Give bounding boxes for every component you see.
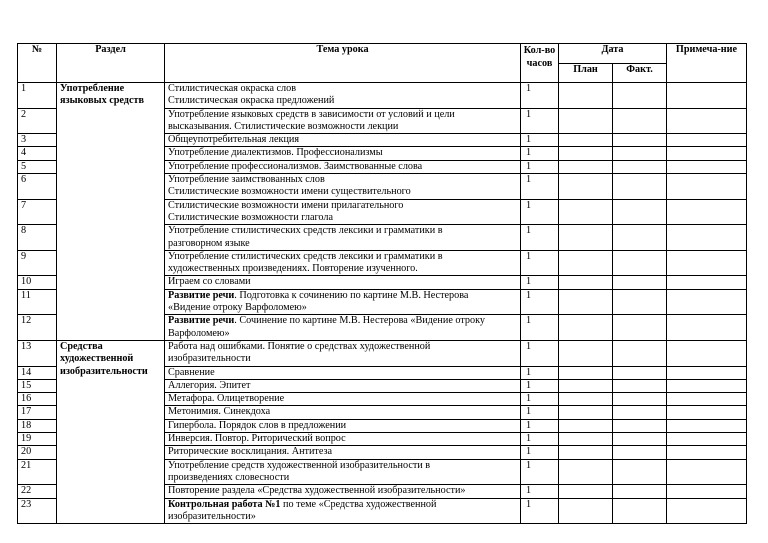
topic-line-1: Метафора. Олицетворение xyxy=(168,393,285,405)
note-cell xyxy=(667,379,747,392)
plan-date-cell xyxy=(559,289,613,315)
topic-line-1: Употребление диалектизмов. Профессионализмы xyxy=(168,147,383,159)
topic-line-1: Общеупотребительная лекция xyxy=(168,134,300,146)
plan-date-cell xyxy=(559,340,613,366)
topic-line-1: Употребление языковых средств в зависимости от условий и цели xyxy=(168,108,455,120)
topic-line-1: Употребление профессионализмов. Заимствованные слова xyxy=(168,160,423,172)
lesson-topic xyxy=(165,83,521,109)
note-cell xyxy=(667,433,747,446)
plan-date-cell xyxy=(559,406,613,419)
note-cell xyxy=(667,250,747,276)
topic-line-2: изобразительности xyxy=(168,353,251,365)
fact-date-cell xyxy=(613,485,667,498)
topic-line-1: . Сочинение по картине М.В. Нестерова «Видение отроку xyxy=(234,315,486,327)
note-cell xyxy=(667,459,747,485)
plan-date-cell xyxy=(559,160,613,173)
topic-line-2: изобразительности» xyxy=(168,510,256,522)
plan-date-cell xyxy=(559,134,613,147)
topic-line-1: Употребление средств художественной изобразительности в xyxy=(168,459,431,471)
fact-date-cell xyxy=(613,406,667,419)
topic-line-2: Стилистические возможности имени существительного xyxy=(168,186,411,198)
hours-cell: 1 xyxy=(521,393,559,406)
plan-date-cell xyxy=(559,446,613,459)
lesson-topic xyxy=(165,174,521,200)
hours-cell: 1 xyxy=(521,289,559,315)
lesson-topic xyxy=(165,134,521,147)
fact-date-cell xyxy=(613,225,667,251)
row-number: 8 xyxy=(18,225,57,251)
lesson-topic xyxy=(165,225,521,251)
lesson-topic xyxy=(165,160,521,173)
lesson-topic xyxy=(165,446,521,459)
row-number: 5 xyxy=(18,160,57,173)
note-cell xyxy=(667,393,747,406)
note-cell xyxy=(667,174,747,200)
header-num: № xyxy=(18,44,57,83)
table-row xyxy=(18,340,747,366)
row-number: 12 xyxy=(18,315,57,341)
plan-date-cell xyxy=(559,199,613,225)
note-cell xyxy=(667,160,747,173)
hours-cell: 1 xyxy=(521,406,559,419)
fact-date-cell xyxy=(613,379,667,392)
note-cell xyxy=(667,134,747,147)
plan-date-cell xyxy=(559,108,613,134)
hours-cell: 1 xyxy=(521,250,559,276)
row-number: 21 xyxy=(18,459,57,485)
hours-cell: 1 xyxy=(521,366,559,379)
hours-cell: 1 xyxy=(521,174,559,200)
row-number: 15 xyxy=(18,379,57,392)
topic-line-2: художественных произведениях. Повторение изученного. xyxy=(168,263,418,275)
topic-line-2: Варфоломею» xyxy=(168,327,230,339)
row-number: 16 xyxy=(18,393,57,406)
note-cell xyxy=(667,446,747,459)
note-cell xyxy=(667,108,747,134)
hours-cell: 1 xyxy=(521,160,559,173)
hours-cell: 1 xyxy=(521,433,559,446)
hours-cell: 1 xyxy=(521,446,559,459)
hours-cell: 1 xyxy=(521,199,559,225)
topic-line-1: Употребление стилистических средств лексики и грамматики в xyxy=(168,225,443,237)
row-number: 18 xyxy=(18,419,57,432)
fact-date-cell xyxy=(613,366,667,379)
table-row xyxy=(18,83,747,109)
topic-line-2: Стилистическая окраска предложений xyxy=(168,95,335,107)
lesson-topic xyxy=(165,379,521,392)
plan-date-cell xyxy=(559,315,613,341)
fact-date-cell xyxy=(613,83,667,109)
hours-cell: 1 xyxy=(521,315,559,341)
plan-date-cell xyxy=(559,225,613,251)
note-cell xyxy=(667,366,747,379)
topic-line-1: Играем со словами xyxy=(168,276,251,288)
hours-cell: 1 xyxy=(521,134,559,147)
fact-date-cell xyxy=(613,289,667,315)
header-hours: Кол-во часов xyxy=(521,44,559,83)
row-number: 7 xyxy=(18,199,57,225)
header-plan: План xyxy=(559,64,613,83)
note-cell xyxy=(667,276,747,289)
plan-date-cell xyxy=(559,419,613,432)
note-cell xyxy=(667,498,747,524)
lesson-topic xyxy=(165,433,521,446)
header-topic: Тема урока xyxy=(165,44,521,83)
hours-cell: 1 xyxy=(521,225,559,251)
lesson-topic xyxy=(165,289,521,315)
lesson-topic xyxy=(165,315,521,341)
fact-date-cell xyxy=(613,393,667,406)
topic-line-1: Сравнение xyxy=(168,366,215,378)
header-fact: Факт. xyxy=(613,64,667,83)
hours-cell: 1 xyxy=(521,379,559,392)
hours-cell: 1 xyxy=(521,276,559,289)
row-number: 13 xyxy=(18,340,57,366)
topic-line-1: Повторение раздела «Средства художественной изобразительности» xyxy=(168,485,466,497)
row-number: 20 xyxy=(18,446,57,459)
fact-date-cell xyxy=(613,446,667,459)
topic-line-1: Стилистическая окраска слов xyxy=(168,83,297,94)
topic-bold: Развитие речи xyxy=(168,315,235,327)
plan-date-cell xyxy=(559,485,613,498)
fact-date-cell xyxy=(613,498,667,524)
topic-line-1: Аллегория. Эпитет xyxy=(168,379,251,391)
fact-date-cell xyxy=(613,108,667,134)
topic-line-1: Употребление стилистических средств лексики и грамматики в xyxy=(168,250,443,262)
note-cell xyxy=(667,289,747,315)
topic-bold: Контрольная работа №1 xyxy=(168,498,281,510)
row-number: 6 xyxy=(18,174,57,200)
row-number: 9 xyxy=(18,250,57,276)
plan-date-cell xyxy=(559,393,613,406)
plan-date-cell xyxy=(559,276,613,289)
note-cell xyxy=(667,199,747,225)
row-number: 3 xyxy=(18,134,57,147)
topic-line-2: высказывания. Стилистические возможности лекции xyxy=(168,120,399,132)
plan-date-cell xyxy=(559,498,613,524)
header-note: Примеча-ние xyxy=(667,44,747,83)
lesson-topic xyxy=(165,199,521,225)
hours-cell: 1 xyxy=(521,485,559,498)
fact-date-cell xyxy=(613,174,667,200)
note-cell xyxy=(667,315,747,341)
topic-line-1: Риторические восклицания. Антитеза xyxy=(168,446,333,458)
topic-line-2: «Видение отроку Варфоломею» xyxy=(168,302,307,314)
fact-date-cell xyxy=(613,134,667,147)
topic-line-1: . Подготовка к сочинению по картине М.В. Нестерова xyxy=(234,289,469,301)
lesson-topic xyxy=(165,459,521,485)
fact-date-cell xyxy=(613,459,667,485)
row-number: 1 xyxy=(18,83,57,109)
fact-date-cell xyxy=(613,315,667,341)
row-number: 10 xyxy=(18,276,57,289)
row-number: 11 xyxy=(18,289,57,315)
plan-date-cell xyxy=(559,147,613,160)
lesson-topic xyxy=(165,108,521,134)
fact-date-cell xyxy=(613,433,667,446)
row-number: 4 xyxy=(18,147,57,160)
row-number: 14 xyxy=(18,366,57,379)
note-cell xyxy=(667,485,747,498)
note-cell xyxy=(667,147,747,160)
topic-line-1: Инверсия. Повтор. Риторический вопрос xyxy=(168,433,346,445)
header-date: Дата xyxy=(559,44,667,64)
lesson-topic xyxy=(165,498,521,524)
table-body xyxy=(18,83,747,524)
note-cell xyxy=(667,406,747,419)
topic-line-1: Стилистические возможности имени прилагательного xyxy=(168,199,404,211)
hours-cell: 1 xyxy=(521,419,559,432)
lesson-topic xyxy=(165,250,521,276)
topic-line-1: по теме «Средства художественной xyxy=(280,498,437,510)
plan-date-cell xyxy=(559,250,613,276)
lesson-plan-table xyxy=(17,43,747,524)
topic-line-2: произведениях словесности xyxy=(168,471,290,483)
fact-date-cell xyxy=(613,419,667,432)
topic-line-1: Гипербола. Порядок слов в предложении xyxy=(168,419,347,431)
row-number: 22 xyxy=(18,485,57,498)
section-name: Употребление языковых средств xyxy=(57,83,165,341)
note-cell xyxy=(667,419,747,432)
hours-cell: 1 xyxy=(521,83,559,109)
row-number: 17 xyxy=(18,406,57,419)
lesson-topic xyxy=(165,419,521,432)
plan-date-cell xyxy=(559,174,613,200)
plan-date-cell xyxy=(559,83,613,109)
fact-date-cell xyxy=(613,160,667,173)
plan-date-cell xyxy=(559,379,613,392)
note-cell xyxy=(667,83,747,109)
row-number: 2 xyxy=(18,108,57,134)
note-cell xyxy=(667,225,747,251)
fact-date-cell xyxy=(613,276,667,289)
fact-date-cell xyxy=(613,340,667,366)
plan-date-cell xyxy=(559,366,613,379)
hours-cell: 1 xyxy=(521,498,559,524)
topic-line-1: Работа над ошибками. Понятие о средствах художественной xyxy=(168,340,431,352)
hours-cell: 1 xyxy=(521,340,559,366)
hours-cell: 1 xyxy=(521,108,559,134)
lesson-topic xyxy=(165,366,521,379)
lesson-topic xyxy=(165,340,521,366)
header-section: Раздел xyxy=(57,44,165,83)
plan-date-cell xyxy=(559,433,613,446)
fact-date-cell xyxy=(613,199,667,225)
hours-cell: 1 xyxy=(521,459,559,485)
row-number: 23 xyxy=(18,498,57,524)
section-name: Средства художественной изобразительности xyxy=(57,340,165,523)
topic-bold: Развитие речи xyxy=(168,289,235,301)
note-cell xyxy=(667,340,747,366)
topic-line-1: Метонимия. Синекдоха xyxy=(168,406,271,418)
plan-date-cell xyxy=(559,459,613,485)
topic-line-2: Стилистические возможности глагола xyxy=(168,211,333,223)
topic-line-2: разговорном языке xyxy=(168,237,250,249)
lesson-topic xyxy=(165,276,521,289)
fact-date-cell xyxy=(613,147,667,160)
hours-cell: 1 xyxy=(521,147,559,160)
topic-line-1: Употребление заимствованных слов xyxy=(168,174,325,186)
lesson-topic xyxy=(165,393,521,406)
lesson-topic xyxy=(165,406,521,419)
lesson-topic xyxy=(165,147,521,160)
lesson-topic xyxy=(165,485,521,498)
fact-date-cell xyxy=(613,250,667,276)
row-number: 19 xyxy=(18,433,57,446)
